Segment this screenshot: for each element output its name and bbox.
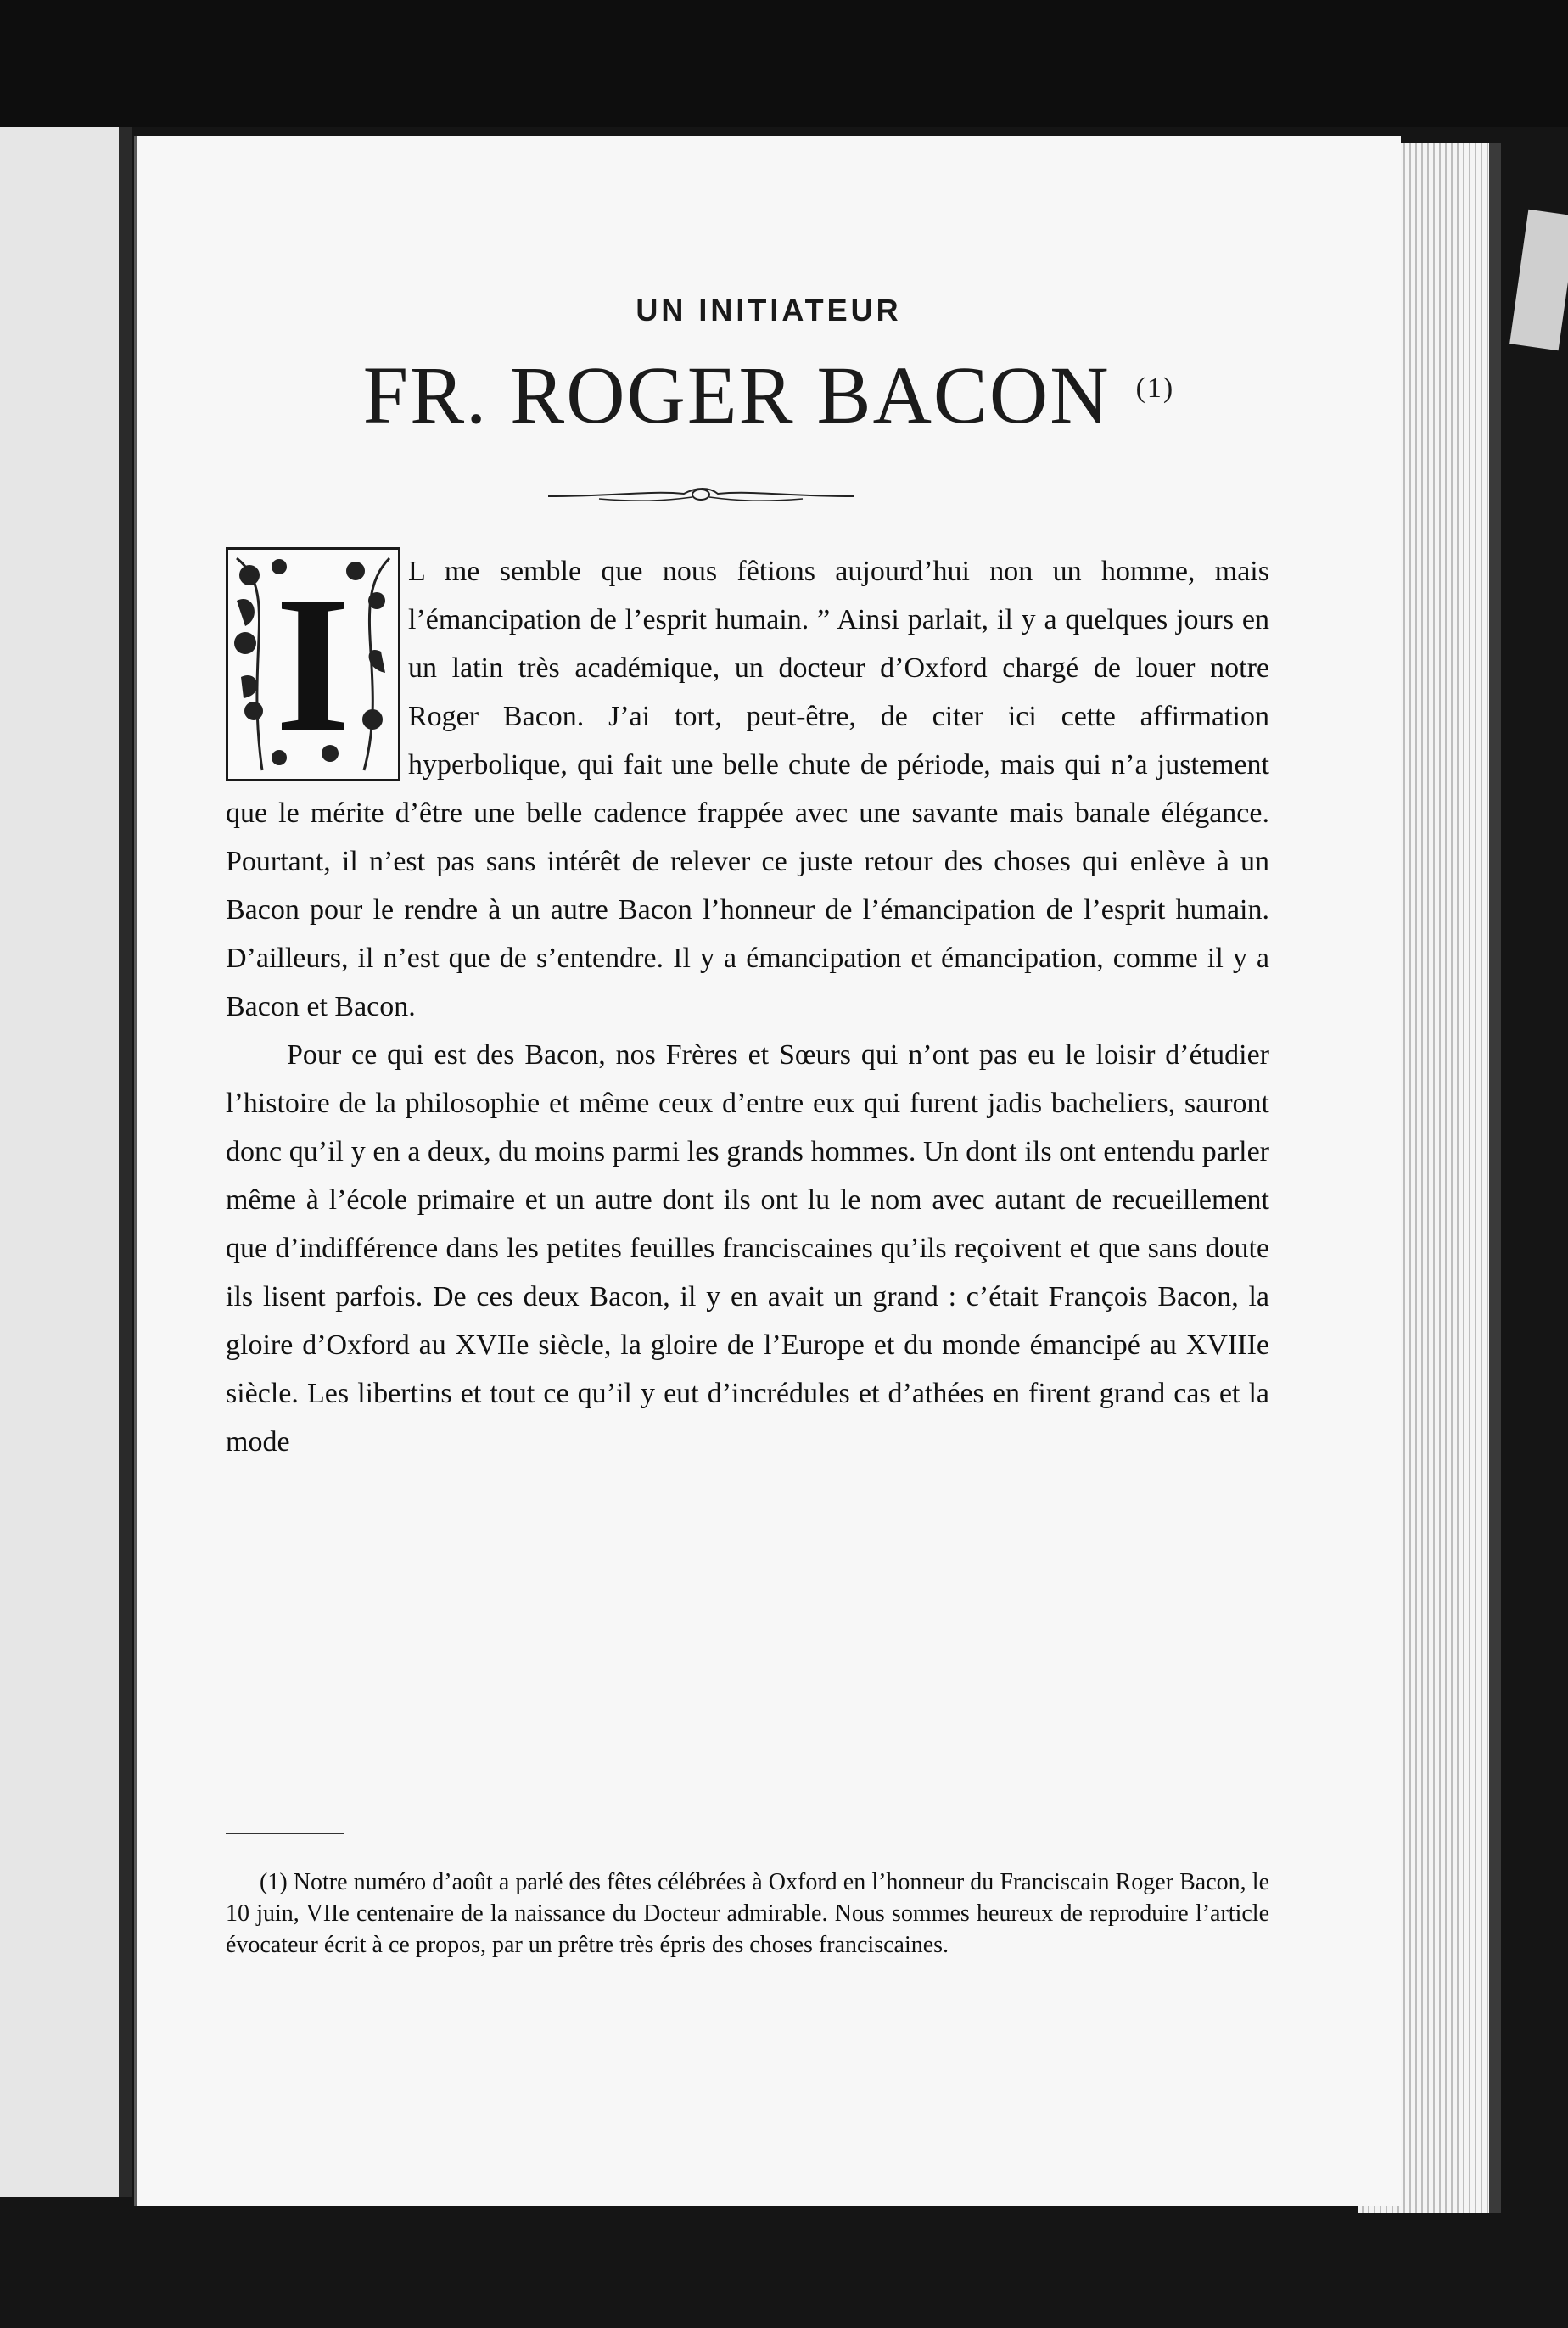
- article-body: [226, 547, 1269, 1466]
- facing-page-edge: [0, 127, 119, 2197]
- paper-scrap: [1509, 210, 1568, 351]
- paragraph-1: L me semble que nous fêtions aujourd’hui non un homme, mais l’émancipation de l’esprit humain. ” Ainsi parlait, il y a quelques jours en un latin très académique, un docteur d’Oxford chargé de louer notre Roger Bacon. J’ai tort, peut-être, de citer ici cette affirmation hyperbolique, qui fait une belle chute de période, mais qui n’a justement que le mérite d’être une belle cadence frappée avec une savante mais banale élégance. Pourtant, il n’est pas sans intérêt de relever ce juste retour des choses qui enlève à un Bacon pour le rendre à un autre Bacon l’honneur de l’émancipation de l’esprit humain. D’ailleurs, il n’est que de s’entendre. Il y a émancipation et émancipation, comme il y a Bacon et Bacon.: [226, 556, 1269, 1022]
- title-footnote-ref: (1): [1135, 372, 1175, 404]
- book-gutter: [119, 127, 132, 2197]
- paragraph-2: Pour ce qui est des Bacon, nos Frères et Sœurs qui n’ont pas eu le loisir d’étudier l’histoire de la philosophie et même ceux d’entre eux qui furent jadis bacheliers, sauront donc qu’il y en a deux, du moins parmi les grands hommes. Un dont ils ont entendu parler même à l’école primaire et un autre dont ils ont lu le nom avec autant de recueillement que d’indifférence dans les petites feuilles franciscaines qu’ils reçoivent et que sans doute ils lisent parfois. De ces deux Bacon, il y en avait un grand : c’était François Bacon, la gloire d’Oxford au XVIIe siècle, la gloire de l’Europe et du monde émancipé au XVIIIe siècle. Les libertins et tout ce qu’il y eut d’incrédules et d’athées en firent grand cas et la mode: [226, 1039, 1269, 1458]
- dropcap-space: [226, 547, 408, 778]
- dropcap-letter: I: [275, 556, 351, 772]
- book-page: [134, 136, 1401, 2206]
- article-kicker: UN INITIATEUR: [636, 293, 902, 327]
- title-text: FR. ROGER BACON: [362, 350, 1111, 440]
- article-title: [137, 348, 1401, 442]
- book-cover-edge: [1489, 143, 1501, 2213]
- photo-background-top: [0, 0, 1568, 127]
- footnote: (1) Notre numéro d’août a parlé des fêtes célébrées à Oxford en l’honneur du Franciscain Roger Bacon, le 10 juin, VIIe centenaire de la naissance du Docteur admirable. Nous sommes heureux de reproduire l’article évocateur écrit à ce propos, par un prêtre très épris des choses franciscaines.: [226, 1869, 1269, 1958]
- footnote-rule: [226, 1833, 344, 1834]
- ornamental-divider: [548, 484, 854, 509]
